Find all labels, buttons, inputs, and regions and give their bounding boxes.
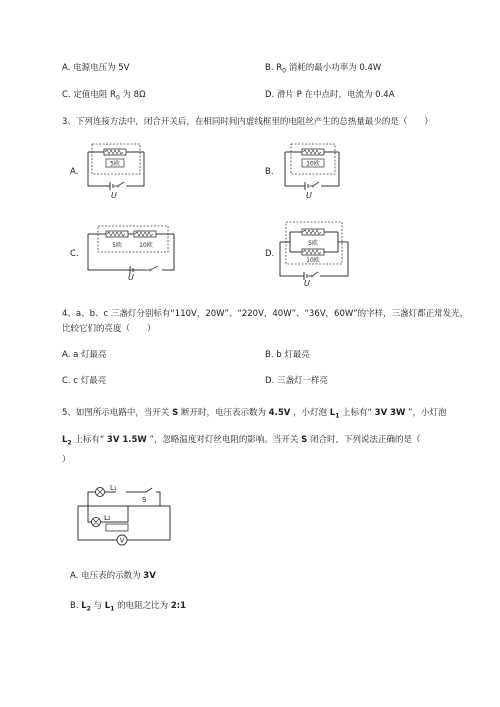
- q3-stem: 3、下列连接方法中，闭合开关后，在相同时间内虚线框里的电阻丝产生的总热量最少的是（ ）: [62, 117, 433, 127]
- q5-l2-rating: 3V 1.5W: [106, 435, 147, 445]
- q5-option-b-text: 与: [93, 601, 103, 611]
- circuit-c-resistor-10-label: 10欧: [139, 242, 153, 249]
- q4-option-c: C. c 灯最亮: [62, 376, 107, 386]
- circuit-c-diagram: [86, 222, 186, 280]
- q5-stem-line2: [62, 434, 420, 450]
- circuit-a-u-label: U: [111, 191, 117, 200]
- q2-option-b-post: 消耗的最小功率为 0.4W: [288, 63, 382, 73]
- q5-text: ，小灯泡: [293, 408, 328, 418]
- q5-switch-symbol: S: [301, 435, 308, 445]
- q5-option-a: [70, 570, 156, 582]
- q2-option-c-pre: C. 定值电阻 R: [62, 90, 116, 100]
- q5-text: 上标有“: [74, 435, 105, 445]
- q2-option-c-post: 为 8Ω: [122, 90, 146, 100]
- q5-l1-rating: 3V 3W: [374, 408, 406, 418]
- q2-option-d: D. 滑片 P 在中点时，电流为 0.4A: [265, 90, 395, 100]
- circuit-c-u-label: U: [128, 273, 134, 282]
- q5-option-b-l1: $L_1$: [104, 601, 115, 613]
- q4-option-a: A. a 灯最亮: [62, 350, 107, 360]
- circuit-b-resistor-label: 10欧: [306, 160, 320, 168]
- q5-text: 断开时，电压表示数为: [180, 408, 266, 418]
- q5-text: 闭合时，下列说法正确的是（: [309, 435, 421, 445]
- q5-text: 5、如图所示电路中，当开关: [62, 408, 170, 418]
- circuit-a-resistor-label: 5欧: [110, 160, 120, 168]
- q5-text: ”，小灯泡: [408, 408, 447, 418]
- q2-option-a: A. 电源电压为 5V: [62, 63, 130, 73]
- q5-circuit-diagram: [76, 482, 176, 550]
- q3-label-c: C.: [70, 249, 79, 259]
- q2-option-b-sub: 0: [282, 67, 286, 75]
- q5-diagram-v-label: V: [119, 536, 125, 545]
- circuit-d-resistor-5-label: 5欧: [308, 240, 318, 247]
- q5-option-b-text: 的电阻之比为: [117, 601, 169, 611]
- q2-option-c: [62, 89, 146, 105]
- circuit-d-diagram: [280, 218, 355, 286]
- circuit-b-diagram: [283, 140, 353, 198]
- q5-option-a-text: A. 电压表的示数为: [70, 571, 141, 581]
- q5-option-a-value: 3V: [143, 571, 156, 581]
- q5-diagram-l2-label: L₂: [104, 514, 111, 522]
- q4-option-b: B. b 灯最亮: [265, 350, 310, 360]
- q5-text: 上标有“: [342, 408, 372, 418]
- q3-label-a: A.: [70, 167, 79, 177]
- q5-text: ”，忽略温度对灯丝电阻的影响。当开关: [149, 435, 299, 445]
- q5-stem-line3: ）: [62, 455, 71, 465]
- q5-option-b-text: B.: [70, 601, 79, 611]
- q5-voltage-value: 4.5V: [268, 408, 291, 418]
- q3-label-d: D.: [265, 249, 275, 259]
- q5-diagram-l1-label: L₁: [110, 484, 117, 492]
- q4-stem-line1: 4、a、b、c 三盏灯分别标有“110V，20W”、“220V，40W”、“36V，60W”的字样，三盏灯都正常发光，: [62, 309, 469, 319]
- circuit-d-resistor-10-label: 10欧: [306, 257, 320, 264]
- q5-l2-symbol: $L_2$: [62, 435, 72, 447]
- q2-option-b-pre: B. R: [265, 63, 283, 73]
- q5-l1-symbol: $L_1$: [329, 408, 340, 420]
- q5-option-b: [70, 600, 186, 616]
- q5-option-b-l2: $L_2$: [81, 601, 91, 613]
- q5-option-b-value: 2:1: [170, 601, 187, 611]
- circuit-c-resistor-5-label: 5欧: [112, 242, 122, 249]
- circuit-d-u-label: U: [304, 279, 310, 288]
- q3-label-b: B.: [265, 167, 274, 177]
- q4-stem-line2: 比较它们的亮度（ ）: [62, 324, 156, 334]
- q4-option-d: D. 三盏灯一样亮: [265, 376, 328, 386]
- q5-diagram-s-label: S: [142, 496, 147, 504]
- circuit-a-diagram: [88, 140, 158, 198]
- q2-option-b: [265, 62, 381, 78]
- q5-stem-line1: [62, 407, 447, 423]
- circuit-b-u-label: U: [306, 191, 312, 200]
- q5-switch-symbol: S: [172, 408, 179, 418]
- q2-option-c-sub: 0: [115, 94, 120, 102]
